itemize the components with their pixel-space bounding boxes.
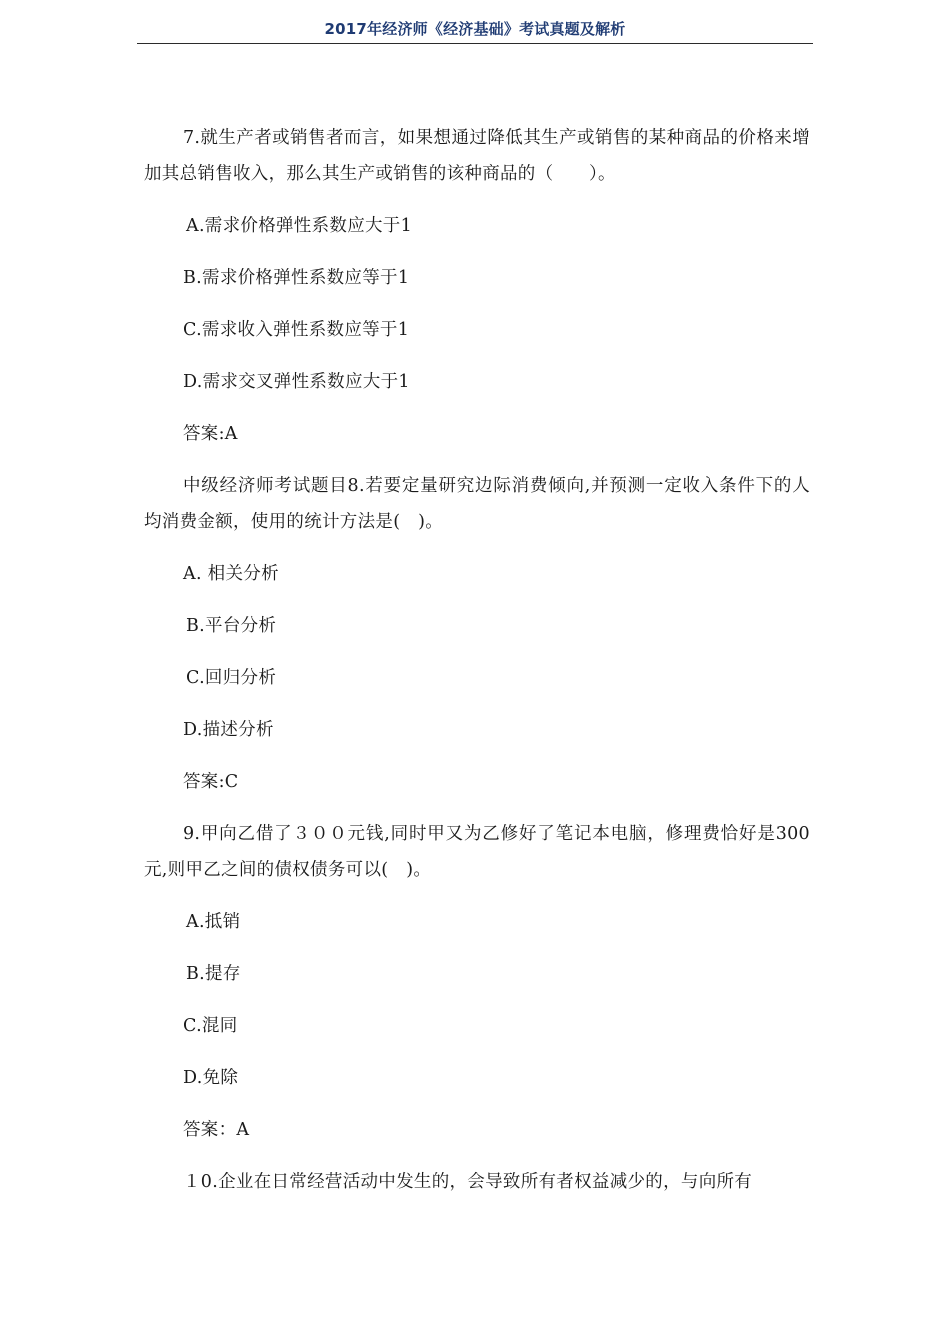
question-10 — [144, 1164, 810, 1200]
document-body — [144, 120, 810, 1216]
option-b: B.平台分析 — [186, 616, 277, 636]
option-c: C.混同 — [183, 1016, 238, 1036]
question-stem: 中级经济师考试题目8.若要定量研究边际消费倾向,并预测一定收入条件下的人均消费金额，使用的统计方法是( )。 — [144, 476, 810, 532]
option-b: B.提存 — [186, 964, 241, 984]
question-9 — [144, 816, 810, 1148]
question-8 — [144, 468, 810, 800]
question-stem: 7.就生产者或销售者而言，如果想通过降低其生产或销售的某种商品的价格来增加其总销售收入，那么其生产或销售的该种商品的（ ）。 — [144, 128, 810, 184]
option-d: D.需求交叉弹性系数应大于1 — [183, 372, 410, 392]
option-d: D.免除 — [183, 1068, 239, 1088]
option-b: B.需求价格弹性系数应等于1 — [183, 268, 410, 288]
page-header — [137, 16, 813, 44]
option-a: A.需求价格弹性系数应大于1 — [186, 216, 413, 236]
question-stem: １0.企业在日常经营活动中发生的，会导致所有者权益减少的，与向所有 — [183, 1172, 753, 1192]
option-a: A. 相关分析 — [183, 564, 279, 584]
option-d: D.描述分析 — [183, 720, 274, 740]
option-c: C.回归分析 — [186, 668, 277, 688]
answer: 答案:C — [183, 772, 239, 792]
document-title: 2017年经济师《经济基础》考试真题及解析 — [324, 20, 626, 38]
question-stem: 9.甲向乙借了３００元钱,同时甲又为乙修好了笔记本电脑，修理费恰好是300元,则甲乙之间的债权债务可以( )。 — [144, 824, 810, 880]
answer: 答案：A — [183, 1120, 250, 1140]
question-7 — [144, 120, 810, 452]
answer: 答案:A — [183, 424, 238, 444]
option-c: C.需求收入弹性系数应等于1 — [183, 320, 410, 340]
option-a: A.抵销 — [186, 912, 241, 932]
